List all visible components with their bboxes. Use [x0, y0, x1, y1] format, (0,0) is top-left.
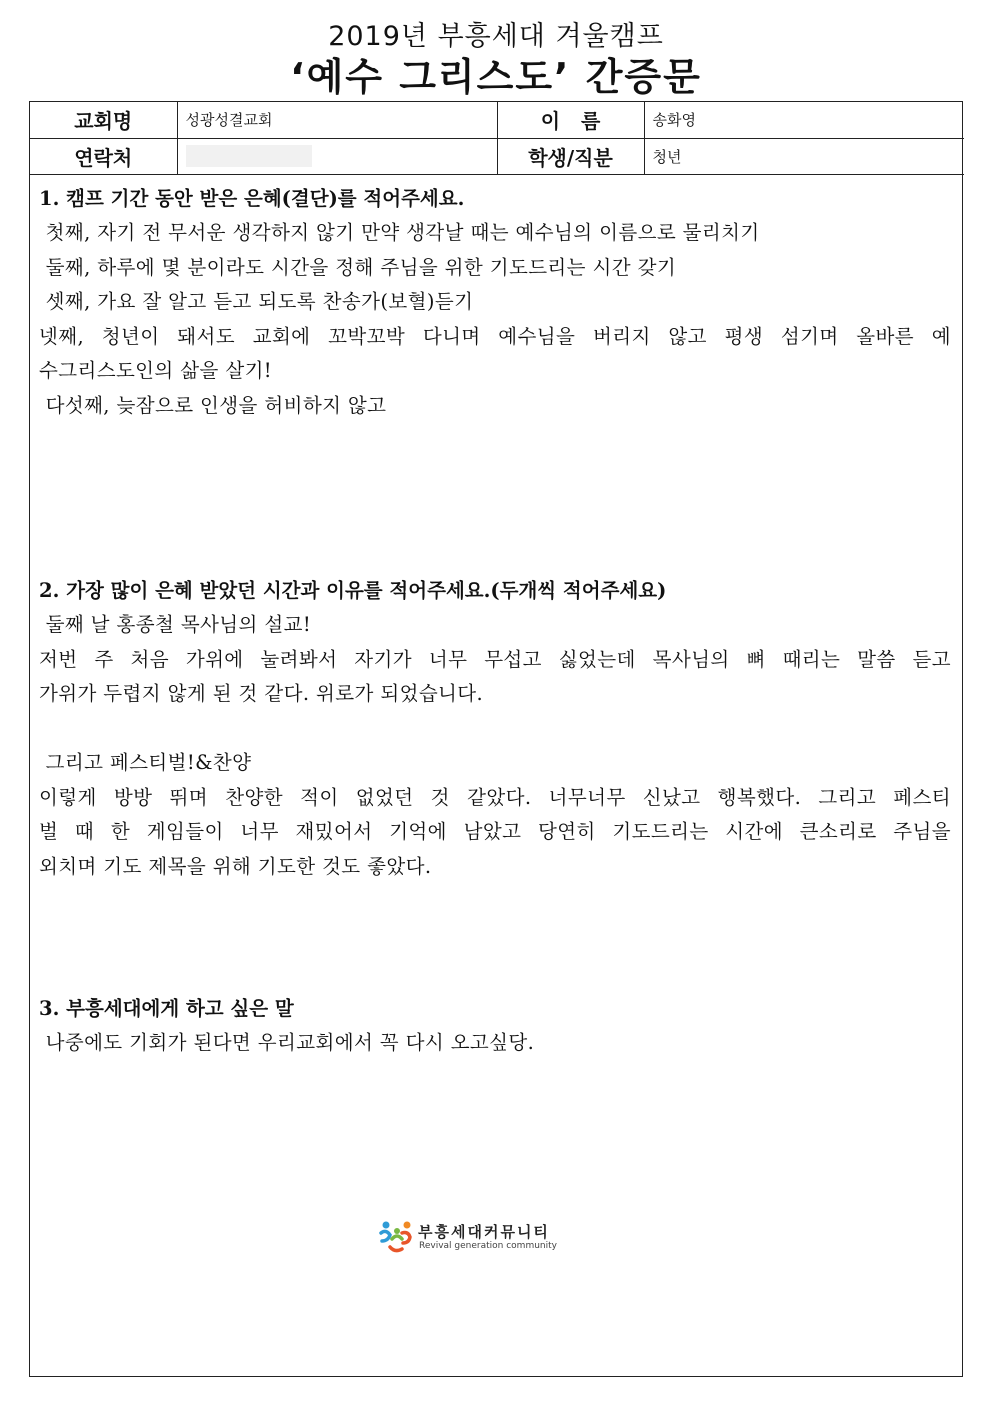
info-row-2 [30, 138, 964, 174]
contact-label: 연락처 [30, 138, 177, 174]
section-3-heading: 3. 부흥세대에게 하고 싶은 말 [39, 997, 294, 1020]
section-2-line: 가위가 두렵지 않게 된 것 같다. 위로가 되었습니다. [39, 682, 484, 705]
section-2-heading: 2. 가장 많이 은혜 받았던 시간과 이유를 적어주세요.(두개씩 적어주세요) [39, 579, 667, 602]
church-label: 교회명 [30, 102, 177, 138]
redacted-contact [186, 145, 312, 167]
section-1-heading: 1. 캠프 기간 동안 받은 은혜(결단)를 적어주세요. [39, 187, 465, 210]
section-2-line: 둘째 날 홍종철 목사님의 설교! [39, 613, 312, 636]
section-1-line: 둘째, 하루에 몇 분이라도 시간을 정해 주님을 위한 기도드리는 시간 갖기 [39, 255, 677, 279]
info-row-1 [30, 102, 964, 138]
community-logo [378, 1217, 568, 1257]
section-2-line: 벌 때 한 게임들이 너무 재밌어서 기억에 남았고 당연히 기도드리는 시간에 큰소리로 주님을 [39, 820, 951, 843]
info-table [30, 102, 964, 175]
section-2-line: 그리고 페스티벌!&찬양 [39, 751, 252, 774]
role-value: 청년 [644, 138, 964, 174]
logo-name: 부흥세대커뮤니티 [418, 1223, 550, 1241]
name-value: 송화영 [644, 102, 964, 138]
section-2-line [39, 712, 951, 747]
form-frame [29, 101, 963, 1377]
section-3-line: 나중에도 기회가 된다면 우리교회에서 꼭 다시 오고싶당. [39, 1031, 535, 1054]
section-2-line: 이렇게 방방 뛰며 찬양한 적이 없었던 것 같았다. 너무너무 신났고 행복했다. 그리고 페스티 [39, 785, 951, 809]
name-label: 이 름 [497, 102, 644, 138]
contact-value [177, 138, 497, 174]
section-3 [39, 992, 951, 1061]
church-value: 성광성결교회 [177, 102, 497, 138]
section-1-line: 수그리스도인의 삶을 살기! [39, 359, 273, 382]
camp-subtitle: 2019년 부흥세대 겨울캠프 [328, 21, 664, 52]
logo-icon [378, 1217, 414, 1257]
section-2-line: 외치며 기도 제목을 위해 기도한 것도 좋았다. [39, 854, 432, 878]
role-label: 학생/직분 [497, 138, 644, 174]
section-1-line: 넷째, 청년이 돼서도 교회에 꼬박꼬박 다니며 예수님을 버리지 않고 평생 섬기며 올바른 예 [39, 324, 951, 348]
section-1-line: 셋째, 가요 잘 알고 듣고 되도록 찬송가(보혈)듣기 [39, 290, 474, 313]
section-2-line: 저번 주 처음 가위에 눌려봐서 자기가 너무 무섭고 싫었는데 목사님의 뼈 때리는 말씀 듣고 [39, 647, 951, 671]
logo-subtitle: Revival generation community [419, 1241, 557, 1251]
section-1-line: 첫째, 자기 전 무서운 생각하지 않기 만약 생각날 때는 예수님의 이름으로 물리치기 [39, 221, 760, 244]
section-1 [39, 182, 951, 423]
section-1-line: 다섯째, 늦잠으로 인생을 허비하지 않고 [39, 393, 387, 417]
document-title: ‘예수 그리스도’ 간증문 [290, 55, 702, 99]
section-2 [39, 574, 951, 884]
